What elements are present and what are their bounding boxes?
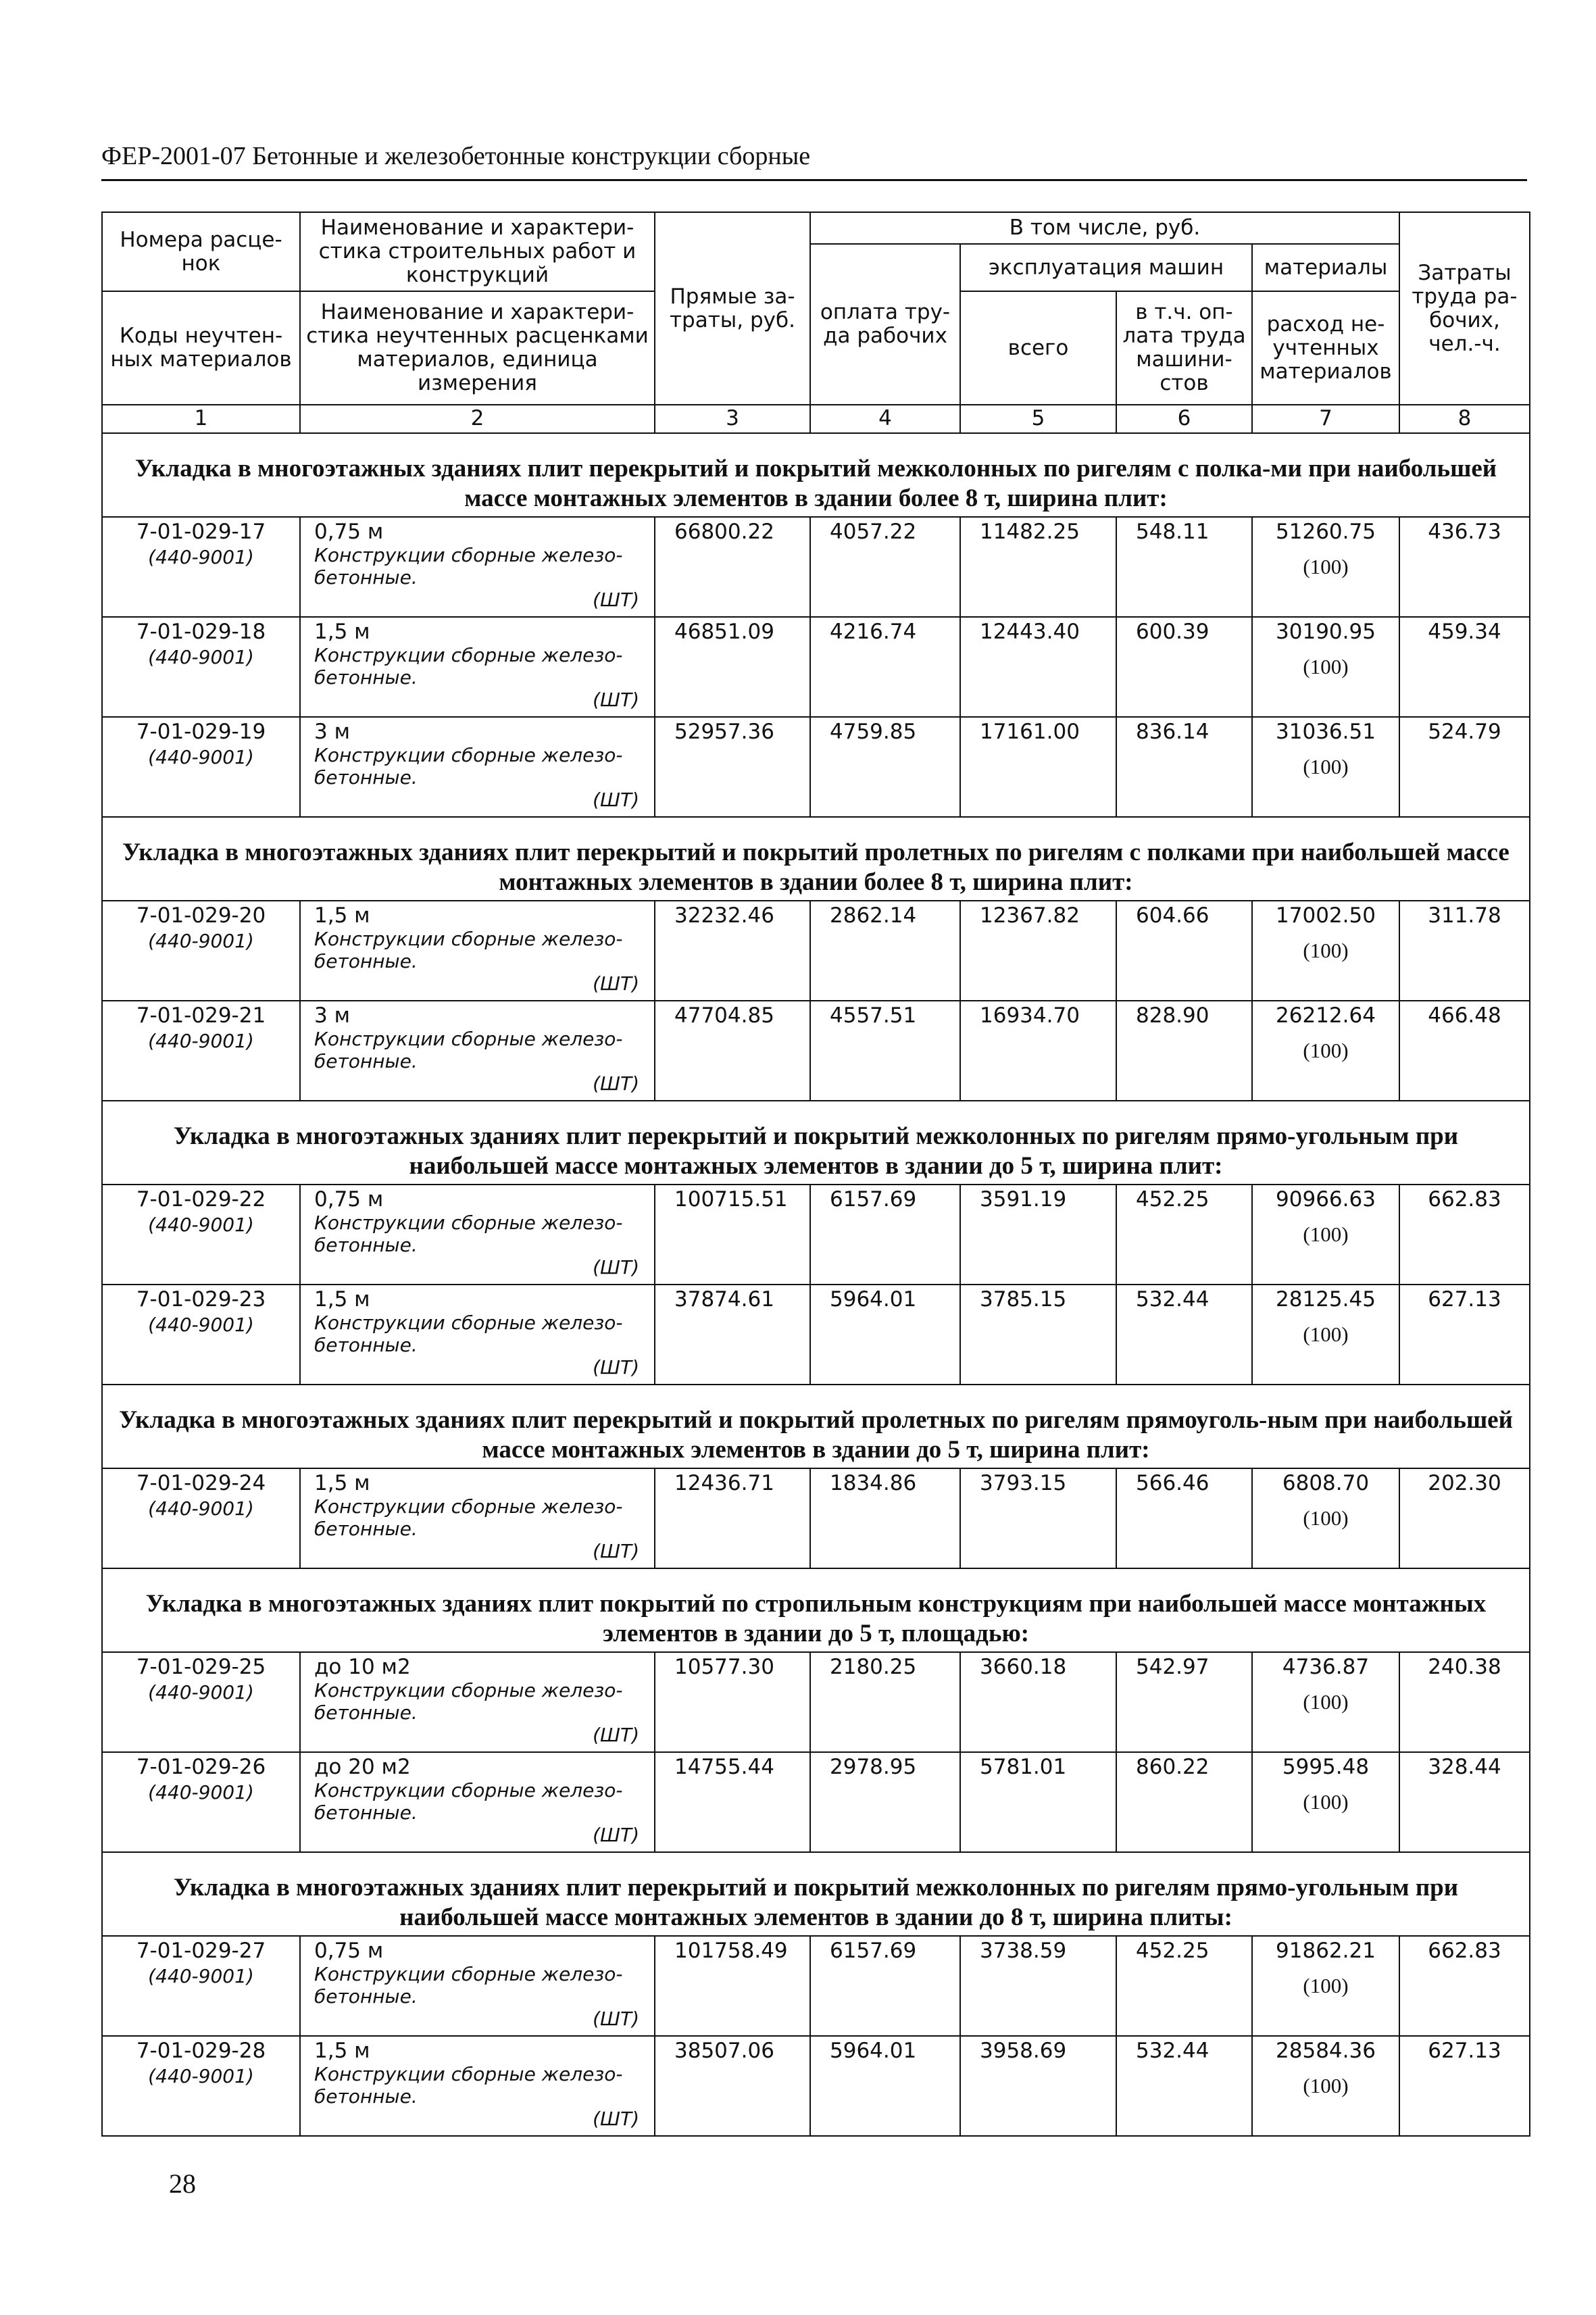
rates-table: [101, 211, 1530, 2137]
material-name: Конструкции сборные железо-бетонные.: [314, 744, 623, 789]
material-code: (440-9001): [148, 930, 254, 952]
materials-cell: [1252, 1001, 1399, 1101]
materials-cell: [1252, 1752, 1399, 1852]
unaccounted-consumption-value: (100): [1303, 555, 1349, 578]
material-name: Конструкции сборные железо-бетонные.: [314, 928, 623, 972]
material-name: Конструкции сборные железо-бетонные.: [314, 544, 623, 589]
work-name-cell: [300, 1936, 655, 2036]
labor-hours-value: 202.30: [1399, 1468, 1530, 1568]
work-name: 1,5 м: [314, 1287, 370, 1312]
rate-code: 7-01-029-21: [136, 1003, 266, 1028]
materials-value: 90966.63: [1276, 1187, 1376, 1212]
labor-pay-value: 2180.25: [810, 1652, 960, 1752]
work-name: 0,75 м: [314, 1187, 384, 1212]
rate-code-cell: [102, 1752, 300, 1852]
column-number: 2: [300, 405, 655, 433]
machines-total-value: 12443.40: [960, 617, 1116, 717]
table-row: [102, 901, 1530, 1001]
direct-costs-value: 10577.30: [655, 1652, 810, 1752]
materials-cell: [1252, 1936, 1399, 2036]
machinist-pay-value: 836.14: [1116, 717, 1252, 817]
header-labor-hours: Затраты труда ра-бочих, чел.-ч.: [1399, 212, 1530, 405]
work-name-cell: [300, 1652, 655, 1752]
labor-hours-value: 436.73: [1399, 517, 1530, 617]
machines-total-value: 3793.15: [960, 1468, 1116, 1568]
material-code: (440-9001): [148, 1781, 254, 1803]
materials-value: 28584.36: [1276, 2039, 1376, 2063]
materials-value: 5995.48: [1282, 1755, 1370, 1779]
table-row: [102, 1001, 1530, 1101]
rate-code: 7-01-029-22: [136, 1187, 266, 1212]
machines-total-value: 11482.25: [960, 517, 1116, 617]
material-name: Конструкции сборные железо-бетонные.: [314, 1212, 623, 1256]
section-title-row: [102, 1101, 1530, 1185]
page-header-title: ФЕР-2001-07 Бетонные и железобетонные конструкции сборные: [101, 139, 1527, 181]
section-title-row: [102, 433, 1530, 517]
materials-cell: [1252, 901, 1399, 1001]
material-unit: (ШТ): [593, 1072, 639, 1095]
work-name-cell: [300, 2036, 655, 2136]
unaccounted-consumption-value: (100): [1303, 939, 1349, 962]
machines-total-value: 3785.15: [960, 1285, 1116, 1385]
direct-costs-value: 32232.46: [655, 901, 810, 1001]
rate-code-cell: [102, 1652, 300, 1752]
work-name: 1,5 м: [314, 2039, 370, 2063]
material-code: (440-9001): [148, 646, 254, 668]
material-name: Конструкции сборные железо-бетонные.: [314, 2063, 623, 2108]
labor-pay-value: 4057.22: [810, 517, 960, 617]
material-code: (440-9001): [148, 1681, 254, 1703]
materials-cell: [1252, 1185, 1399, 1285]
material-code: (440-9001): [148, 1965, 254, 1987]
unaccounted-consumption-value: (100): [1303, 1790, 1349, 1814]
unaccounted-consumption-value: (100): [1303, 1222, 1349, 1246]
header-rate-numbers: Номера расце-нок: [102, 212, 300, 291]
material-name: Конструкции сборные железо-бетонные.: [314, 1028, 623, 1072]
labor-pay-value: 1834.86: [810, 1468, 960, 1568]
rate-code: 7-01-029-26: [136, 1755, 266, 1779]
rate-code-cell: [102, 901, 300, 1001]
rate-code: 7-01-029-24: [136, 1471, 266, 1495]
unaccounted-consumption-value: (100): [1303, 2074, 1349, 2097]
machinist-pay-value: 566.46: [1116, 1468, 1252, 1568]
labor-pay-value: 6157.69: [810, 1936, 960, 2036]
machinist-pay-value: 532.44: [1116, 1285, 1252, 1385]
rate-code: 7-01-029-17: [136, 520, 266, 544]
rate-code-cell: [102, 1936, 300, 2036]
rate-code-cell: [102, 1285, 300, 1385]
labor-hours-value: 311.78: [1399, 901, 1530, 1001]
table-body: [102, 433, 1530, 2136]
work-name-cell: [300, 1185, 655, 1285]
unaccounted-consumption-value: (100): [1303, 1039, 1349, 1062]
section-title: Укладка в многоэтажных зданиях плит перекрытий и покрытий межколонных по ригелям прямо-угольным при наибольшей массе монтажных элементов в здании до 8 т, ширина плиты:: [102, 1852, 1530, 1936]
materials-cell: [1252, 717, 1399, 817]
rate-code-cell: [102, 1468, 300, 1568]
unaccounted-consumption-value: (100): [1303, 1690, 1349, 1714]
material-code: (440-9001): [148, 1497, 254, 1520]
material-unit: (ШТ): [593, 1540, 639, 1562]
material-name: Конструкции сборные железо-бетонные.: [314, 1312, 623, 1356]
machines-total-value: 17161.00: [960, 717, 1116, 817]
labor-pay-value: 4759.85: [810, 717, 960, 817]
machines-total-value: 12367.82: [960, 901, 1116, 1001]
work-name-cell: [300, 1752, 655, 1852]
column-number: 5: [960, 405, 1116, 433]
work-name: до 10 м2: [314, 1655, 411, 1679]
labor-hours-value: 240.38: [1399, 1652, 1530, 1752]
column-number: 1: [102, 405, 300, 433]
materials-value: 6808.70: [1282, 1471, 1370, 1495]
work-name-cell: [300, 1001, 655, 1101]
table-row: [102, 717, 1530, 817]
material-unit: (ШТ): [593, 972, 639, 995]
material-code: (440-9001): [148, 2065, 254, 2087]
column-number: 4: [810, 405, 960, 433]
machines-total-value: 5781.01: [960, 1752, 1116, 1852]
machinist-pay-value: 828.90: [1116, 1001, 1252, 1101]
material-unit: (ШТ): [593, 1724, 639, 1746]
rate-code-cell: [102, 717, 300, 817]
labor-hours-value: 466.48: [1399, 1001, 1530, 1101]
column-number: 8: [1399, 405, 1530, 433]
labor-hours-value: 459.34: [1399, 617, 1530, 717]
machinist-pay-value: 452.25: [1116, 1185, 1252, 1285]
header-work-name: Наименование и характери-стика строительных работ и конструкций: [300, 212, 655, 291]
direct-costs-value: 100715.51: [655, 1185, 810, 1285]
labor-hours-value: 524.79: [1399, 717, 1530, 817]
material-unit: (ШТ): [593, 689, 639, 711]
materials-cell: [1252, 517, 1399, 617]
header-machines-total: всего: [960, 291, 1116, 405]
material-name: Конструкции сборные железо-бетонные.: [314, 644, 623, 689]
work-name: 0,75 м: [314, 520, 384, 544]
rate-code-cell: [102, 2036, 300, 2136]
labor-hours-value: 662.83: [1399, 1936, 1530, 2036]
labor-pay-value: 4216.74: [810, 617, 960, 717]
header-direct-costs: Прямые за-траты, руб.: [655, 212, 810, 405]
material-unit: (ШТ): [593, 1824, 639, 1846]
header-materials: материалы: [1252, 244, 1399, 291]
work-name: 3 м: [314, 1003, 350, 1028]
direct-costs-value: 52957.36: [655, 717, 810, 817]
labor-pay-value: 5964.01: [810, 1285, 960, 1385]
materials-cell: [1252, 617, 1399, 717]
rate-code: 7-01-029-27: [136, 1939, 266, 1963]
work-name-cell: [300, 1468, 655, 1568]
section-title: Укладка в многоэтажных зданиях плит перекрытий и покрытий межколонных по ригелям прямо-угольным при наибольшей массе монтажных элементов в здании до 5 т, ширина плит:: [102, 1101, 1530, 1185]
header-unaccounted-consumption: расход не-учтенных материалов: [1252, 291, 1399, 405]
section-title-row: [102, 1385, 1530, 1468]
work-name: 1,5 м: [314, 1471, 370, 1495]
work-name: 1,5 м: [314, 620, 370, 644]
work-name: 3 м: [314, 720, 350, 744]
materials-cell: [1252, 1468, 1399, 1568]
material-unit: (ШТ): [593, 2008, 639, 2030]
direct-costs-value: 66800.22: [655, 517, 810, 617]
rate-code: 7-01-029-28: [136, 2039, 266, 2063]
table-row: [102, 1652, 1530, 1752]
rate-code-cell: [102, 1185, 300, 1285]
material-code: (440-9001): [148, 546, 254, 568]
rate-code-cell: [102, 1001, 300, 1101]
materials-cell: [1252, 1285, 1399, 1385]
work-name-cell: [300, 617, 655, 717]
table-row: [102, 1285, 1530, 1385]
material-code: (440-9001): [148, 1214, 254, 1236]
table-header: [102, 212, 1530, 433]
rate-code: 7-01-029-18: [136, 620, 266, 644]
material-name: Конструкции сборные железо-бетонные.: [314, 1963, 623, 2008]
machines-total-value: 3738.59: [960, 1936, 1116, 2036]
rate-code: 7-01-029-25: [136, 1655, 266, 1679]
work-name: 0,75 м: [314, 1939, 384, 1963]
table-row: [102, 1468, 1530, 1568]
materials-value: 17002.50: [1276, 903, 1376, 928]
column-number: 3: [655, 405, 810, 433]
labor-pay-value: 2978.95: [810, 1752, 960, 1852]
header-machinist-pay: в т.ч. оп-лата труда машини-стов: [1116, 291, 1252, 405]
labor-pay-value: 5964.01: [810, 2036, 960, 2136]
direct-costs-value: 47704.85: [655, 1001, 810, 1101]
direct-costs-value: 14755.44: [655, 1752, 810, 1852]
labor-hours-value: 662.83: [1399, 1185, 1530, 1285]
machinist-pay-value: 532.44: [1116, 2036, 1252, 2136]
materials-value: 26212.64: [1276, 1003, 1376, 1028]
unaccounted-consumption-value: (100): [1303, 1506, 1349, 1530]
material-name: Конструкции сборные железо-бетонные.: [314, 1495, 623, 1540]
column-number: 7: [1252, 405, 1399, 433]
rate-code: 7-01-029-20: [136, 903, 266, 928]
materials-value: 28125.45: [1276, 1287, 1376, 1312]
material-code: (440-9001): [148, 1314, 254, 1336]
unaccounted-consumption-value: (100): [1303, 1974, 1349, 1997]
direct-costs-value: 37874.61: [655, 1285, 810, 1385]
material-code: (440-9001): [148, 1030, 254, 1052]
header-machine-operation: эксплуатация машин: [960, 244, 1252, 291]
material-name: Конструкции сборные железо-бетонные.: [314, 1779, 623, 1824]
rate-code: 7-01-029-19: [136, 720, 266, 744]
machinist-pay-value: 600.39: [1116, 617, 1252, 717]
labor-hours-value: 627.13: [1399, 1285, 1530, 1385]
section-title: Укладка в многоэтажных зданиях плит перекрытий и покрытий пролетных по ригелям прямоуголь-ным при наибольшей массе монтажных элементов в здании до 5 т, ширина плит:: [102, 1385, 1530, 1468]
materials-value: 91862.21: [1276, 1939, 1376, 1963]
material-unit: (ШТ): [593, 1356, 639, 1378]
rate-code: 7-01-029-23: [136, 1287, 266, 1312]
table-row: [102, 517, 1530, 617]
table-row: [102, 1185, 1530, 1285]
section-title: Укладка в многоэтажных зданиях плит покрытий по стропильным конструкциям при наибольшей массе монтажных элементов в здании до 5 т, площадью:: [102, 1568, 1530, 1652]
table-row: [102, 1936, 1530, 2036]
work-name: 1,5 м: [314, 903, 370, 928]
labor-hours-value: 328.44: [1399, 1752, 1530, 1852]
labor-pay-value: 6157.69: [810, 1185, 960, 1285]
section-title: Укладка в многоэтажных зданиях плит перекрытий и покрытий межколонных по ригелям с полка-ми при наибольшей массе монтажных элементов в здании более 8 т, ширина плит:: [102, 433, 1530, 517]
header-labor-pay: оплата тру-да рабочих: [810, 244, 960, 405]
material-unit: (ШТ): [593, 1256, 639, 1278]
direct-costs-value: 46851.09: [655, 617, 810, 717]
work-name-cell: [300, 1285, 655, 1385]
header-including: В том числе, руб.: [810, 212, 1399, 244]
machinist-pay-value: 542.97: [1116, 1652, 1252, 1752]
table-row: [102, 1752, 1530, 1852]
material-unit: (ШТ): [593, 789, 639, 811]
work-name-cell: [300, 517, 655, 617]
materials-cell: [1252, 1652, 1399, 1752]
section-title-row: [102, 1568, 1530, 1652]
unaccounted-consumption-value: (100): [1303, 655, 1349, 678]
machines-total-value: 3958.69: [960, 2036, 1116, 2136]
machinist-pay-value: 452.25: [1116, 1936, 1252, 2036]
header-unaccounted-codes: Коды неучтен-ных материалов: [102, 291, 300, 405]
direct-costs-value: 38507.06: [655, 2036, 810, 2136]
column-number: 6: [1116, 405, 1252, 433]
rate-code-cell: [102, 517, 300, 617]
unaccounted-consumption-value: (100): [1303, 755, 1349, 778]
machinist-pay-value: 860.22: [1116, 1752, 1252, 1852]
labor-hours-value: 627.13: [1399, 2036, 1530, 2136]
unaccounted-consumption-value: (100): [1303, 1322, 1349, 1346]
column-numbers-row: [102, 405, 1530, 433]
machinist-pay-value: 548.11: [1116, 517, 1252, 617]
rate-code-cell: [102, 617, 300, 717]
materials-cell: [1252, 2036, 1399, 2136]
machines-total-value: 16934.70: [960, 1001, 1116, 1101]
material-code: (440-9001): [148, 746, 254, 768]
labor-pay-value: 4557.51: [810, 1001, 960, 1101]
section-title-row: [102, 817, 1530, 901]
section-title-row: [102, 1852, 1530, 1936]
material-name: Конструкции сборные железо-бетонные.: [314, 1679, 623, 1724]
work-name-cell: [300, 901, 655, 1001]
machinist-pay-value: 604.66: [1116, 901, 1252, 1001]
materials-value: 4736.87: [1282, 1655, 1370, 1679]
header-unaccounted-name: Наименование и характери-стика неучтенных расценками материалов, единица измерения: [300, 291, 655, 405]
labor-pay-value: 2862.14: [810, 901, 960, 1001]
page-number: 28: [169, 2168, 196, 2199]
section-title: Укладка в многоэтажных зданиях плит перекрытий и покрытий пролетных по ригелям с полками при наибольшей массе монтажных элементов в здании более 8 т, ширина плит:: [102, 817, 1530, 901]
materials-value: 31036.51: [1276, 720, 1376, 744]
direct-costs-value: 12436.71: [655, 1468, 810, 1568]
work-name: до 20 м2: [314, 1755, 411, 1779]
direct-costs-value: 101758.49: [655, 1936, 810, 2036]
machines-total-value: 3591.19: [960, 1185, 1116, 1285]
machines-total-value: 3660.18: [960, 1652, 1116, 1752]
material-unit: (ШТ): [593, 2108, 639, 2130]
materials-value: 30190.95: [1276, 620, 1376, 644]
table-row: [102, 2036, 1530, 2136]
material-unit: (ШТ): [593, 589, 639, 611]
table-row: [102, 617, 1530, 717]
work-name-cell: [300, 717, 655, 817]
materials-value: 51260.75: [1276, 520, 1376, 544]
